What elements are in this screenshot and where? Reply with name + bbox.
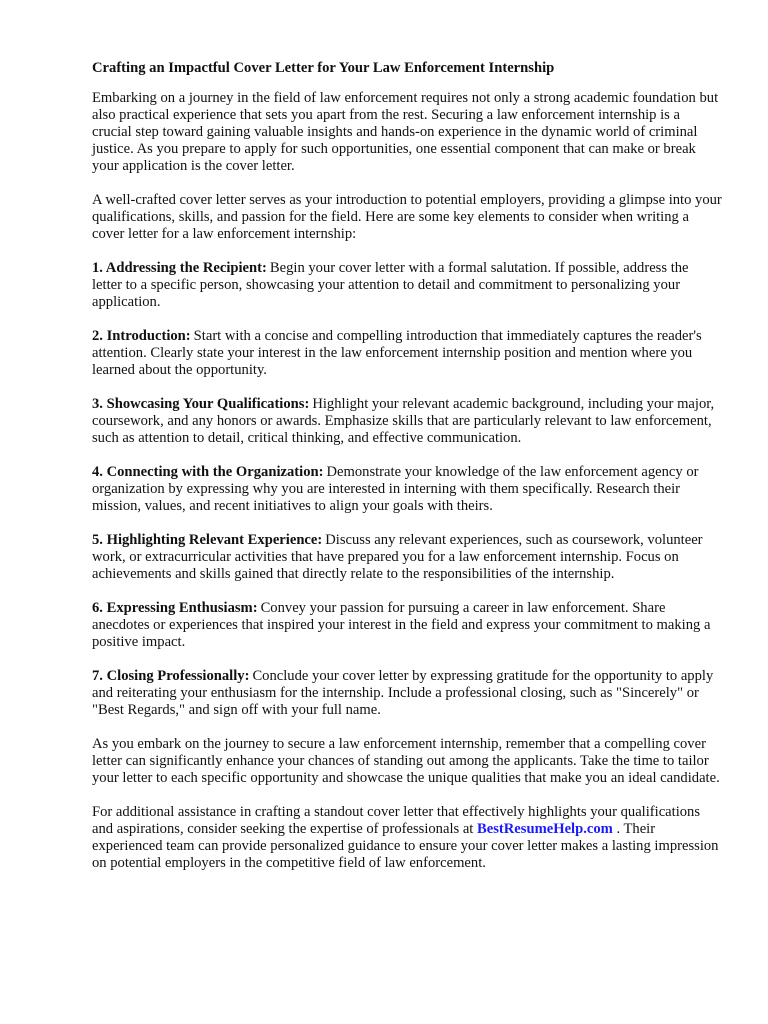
section-heading: 5. Highlighting Relevant Experience:	[92, 532, 323, 548]
bestresumehelp-link[interactable]: BestResumeHelp.com	[477, 821, 613, 837]
section-heading: 6. Expressing Enthusiasm:	[92, 600, 258, 616]
section-body: Highlight your relevant academic background, including your major, coursework, and any honors or awards. Emphasize skills that are particularly relevant to law enforcement, such as attention to detail, critical thinking, and effective communication.	[92, 396, 715, 446]
section-body: Discuss any relevant experiences, such as coursework, volunteer work, or extracurricular activities that have prepared you for a law enforcement internship. Focus on achievements and skills gained that directly relate to the responsibilities of the internship.	[92, 532, 703, 582]
section-heading: 2. Introduction:	[92, 328, 191, 344]
section-heading: 7. Closing Professionally:	[92, 668, 250, 684]
section-introduction	[92, 328, 722, 379]
final-paragraph	[92, 804, 722, 872]
section-body: Demonstrate your knowledge of the law enforcement agency or organization by expressing why you are interested in interning with them specifically. Research their mission, values, and recent initiatives to align your goals with theirs.	[92, 464, 699, 514]
closing-paragraph: As you embark on the journey to secure a law enforcement internship, remember that a compelling cover letter can significantly enhance your chances of standing out among the applicants. Take the time to tailor your letter to each specific opportunity and showcase the unique qualities that make you an ideal candidate.	[92, 736, 720, 786]
section-body: Conclude your cover letter by expressing gratitude for the opportunity to apply and reiterating your enthusiasm for the internship. Include a professional closing, such as "Sincerely" or "Best Regards," and sign off with your full name.	[92, 668, 714, 718]
section-relevant-experience	[92, 532, 722, 583]
final-paragraph-text-after: . Their experienced team can provide personalized guidance to ensure your cover letter makes a lasting impression on potential employers in the competitive field of law enforcement.	[92, 821, 719, 871]
section-body: Convey your passion for pursuing a career in law enforcement. Share anecdotes or experiences that inspired your interest in the field and express your commitment to making a positive impact.	[92, 600, 711, 650]
intro-paragraph-1: Embarking on a journey in the field of law enforcement requires not only a strong academic foundation but also practical experience that sets you apart from the rest. Securing a law enforcement internship is a crucial step toward gaining valuable insights and hands-on experience in the dynamic world of criminal justice. As you prepare to apply for such opportunities, one essential component that can make or break your application is the cover letter.	[92, 90, 719, 174]
section-body: Start with a concise and compelling introduction that immediately captures the reader's attention. Clearly state your interest in the law enforcement internship position and mention where you learned about the opportunity.	[92, 328, 702, 378]
intro-paragraph-2: A well-crafted cover letter serves as your introduction to potential employers, providing a glimpse into your qualifications, skills, and passion for the field. Here are some key elements to consider when writing a cover letter for a law enforcement internship:	[92, 192, 722, 242]
section-heading: 3. Showcasing Your Qualifications:	[92, 396, 310, 412]
document-title: Crafting an Impactful Cover Letter for Your Law Enforcement Internship	[92, 60, 555, 76]
section-body: Begin your cover letter with a formal salutation. If possible, address the letter to a specific person, showcasing your attention to detail and commitment to personalizing your application.	[92, 260, 689, 310]
section-expressing-enthusiasm	[92, 600, 722, 651]
final-paragraph-text-before: For additional assistance in crafting a standout cover letter that effectively highlights your qualifications and aspirations, consider seeking the expertise of professionals at	[92, 804, 701, 837]
section-connecting-organization	[92, 464, 722, 515]
section-heading: 4. Connecting with the Organization:	[92, 464, 324, 480]
section-showcasing-qualifications	[92, 396, 722, 447]
section-heading: 1. Addressing the Recipient:	[92, 260, 267, 276]
section-closing-professionally	[92, 668, 722, 719]
section-addressing-recipient	[92, 260, 722, 311]
document-page	[92, 60, 722, 889]
